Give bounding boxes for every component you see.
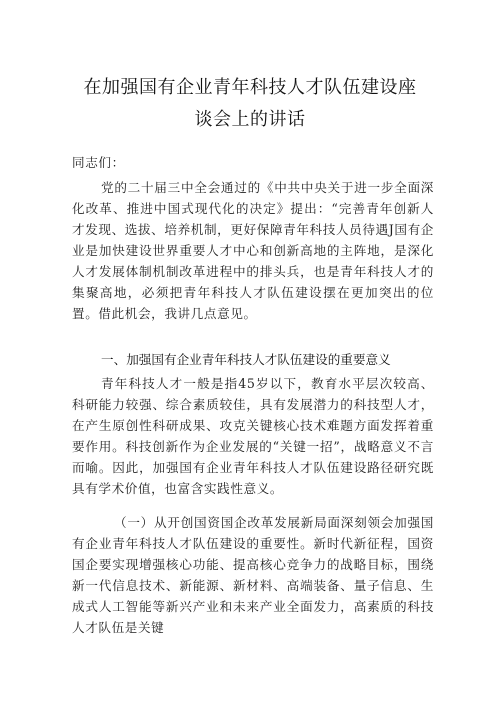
paragraph-intro: 党的二十届三中全会通过的《中共中央关于进一步全面深化改革、推进中国式现代化的决定》提出：“完善青年创新人才发现、选拔、培养机制，更好保障青年科技人员待遇J国有企业是加快建设世界重要人才中心和创新高地的主阵地，是深化人才发展体制机制改革进程中的排头兵，也是青年科技人才的集聚高地，必须把青年科技人才队伍建设摆在更加突出的位置。借此机会，我讲几点意见。: [72, 180, 434, 321]
paragraph-subsection-1: （一）从开创国资国企改革发展新局面深刻领会加强国有企业青年科技人才队伍建设的重要性。新时代新征程，国资国企要实现增强核心功能、提高核心竞争力的战略目标，围绕新一代信息技术、新能源、新材料、高端装备、量子信息、生成式人工智能等新兴产业和未来产业全面发力，高素质的科技人才队伍是关键: [72, 515, 434, 635]
paragraph-definition: 青年科技人才一般是指45岁以下，教育水平层次较高、科研能力较强、综合素质较佳，具有发展潜力的科技型人才，在产生原创性科研成果、攻克关键核心技术难题方面发挥着重要作用。科技创新作为企业发展的“关键一招”，战略意义不言而喻。因此，加强国有企业青年科技人才队伍建设路径研究既具有学术价值，也富含实践性意义。: [72, 376, 434, 496]
document-title-line-2: 谈会上的讲话: [194, 109, 306, 130]
section-heading-1: 一、加强国有企业青年科技人才队伍建设的重要意义: [101, 352, 391, 367]
document-title-line-1: 在加强国有企业青年科技人才队伍建设座: [83, 77, 417, 98]
salutation: 同志们：: [72, 155, 125, 170]
